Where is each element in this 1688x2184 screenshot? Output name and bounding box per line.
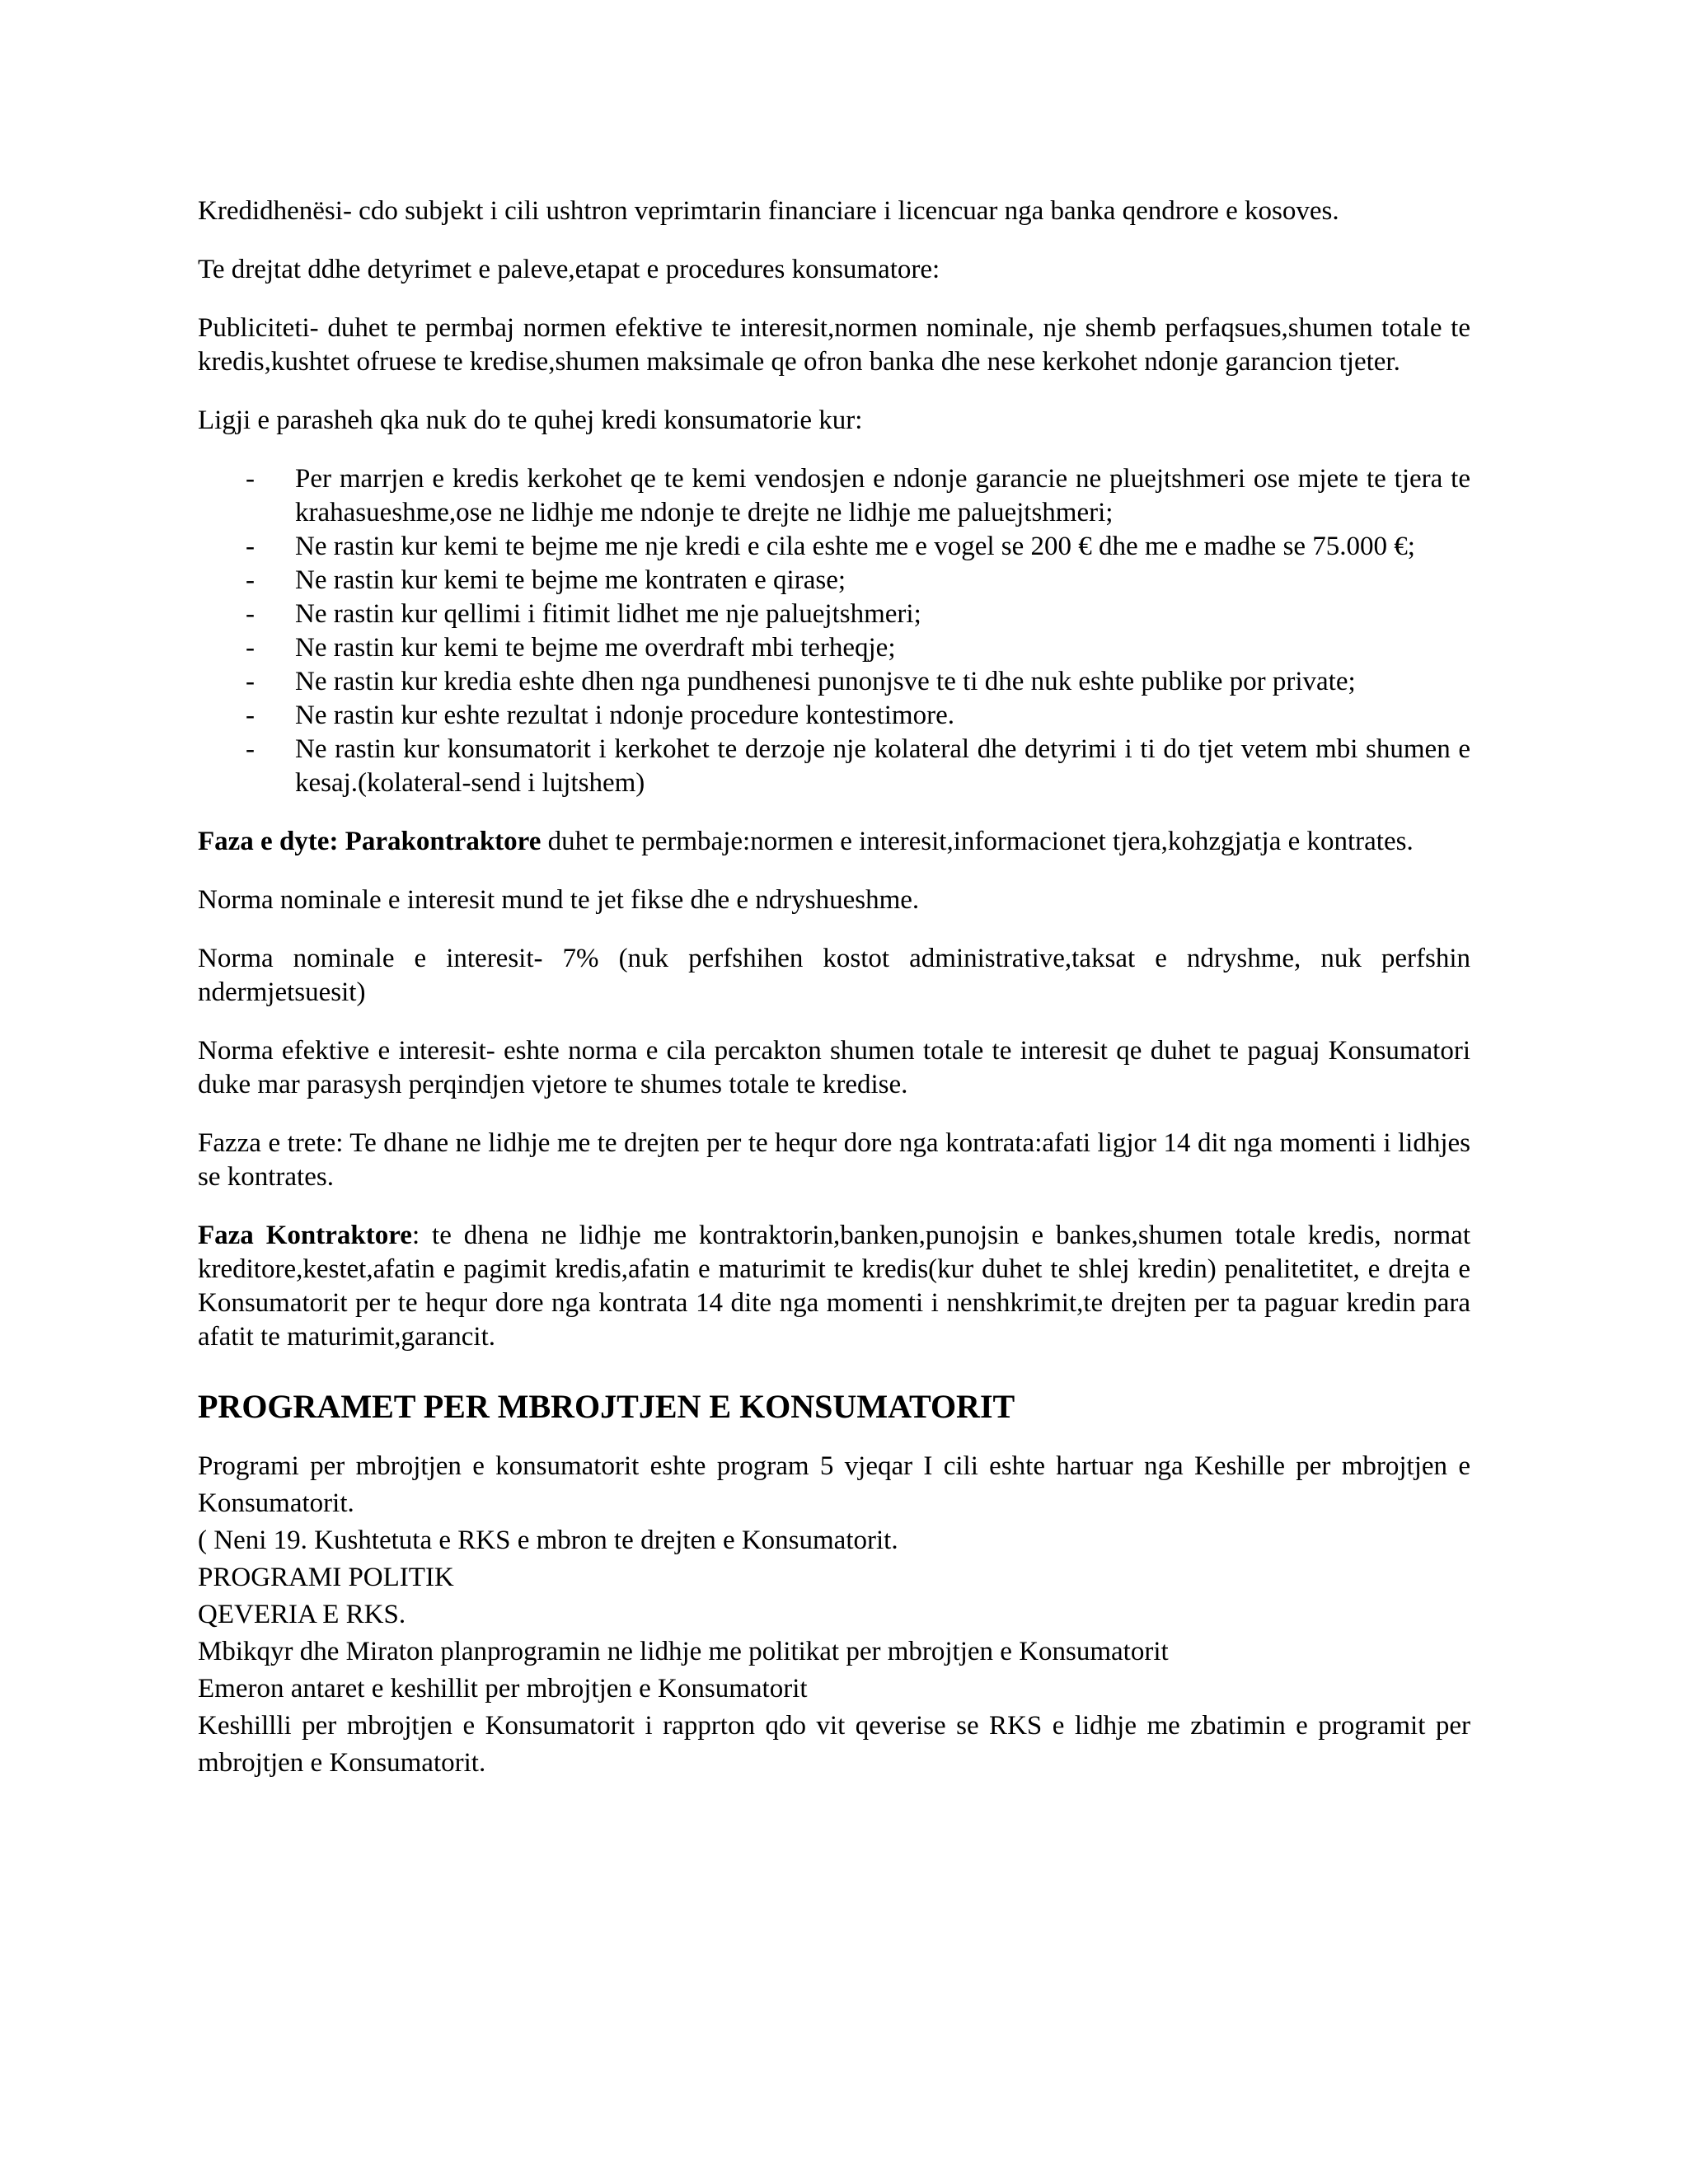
list-dash: - [246, 633, 255, 663]
list-item-text: Ne rastin kur kemi te bejme me kontraten e qirase; [295, 565, 846, 595]
list-item [198, 564, 1470, 598]
list-dash: - [246, 701, 255, 730]
list-item-text: Ne rastin kur kredia eshte dhen nga pundhenesi punonjsve te ti dhe nuk eshte publike por private; [295, 667, 1356, 696]
paragraph-fazza-trete: Fazza e trete: Te dhane ne lidhje me te drejten per te hequr dore nga kontrata:afati ligjor 14 dit nga momenti i lidhjes se kontrates. [198, 1128, 1470, 1192]
list-item [198, 699, 1470, 733]
program-line: Mbikqyr dhe Miraton planprogramin ne lidhje me politikat per mbrojtjen e Konsumatorit [198, 1637, 1169, 1666]
list-item-text: Ne rastin kur eshte rezultat i ndonje procedure kontestimore. [295, 701, 954, 730]
list-item-text: Ne rastin kur kemi te bejme me overdraft mbi terheqje; [295, 633, 896, 663]
list-item [198, 530, 1470, 564]
list-item [198, 598, 1470, 631]
list-dash: - [246, 565, 255, 595]
paragraph-publiciteti: Publiciteti- duhet te permbaj normen efektive te interesit,normen nominale, nje shemb perfaqsues,shumen totale te kredis,kushtet ofruese te kredise,shumen maksimale qe ofron banka dhe nese kerkohet ndonje garancion tjeter. [198, 313, 1470, 377]
list-dash: - [246, 734, 255, 764]
document-page [198, 194, 1470, 1782]
list-item [198, 631, 1470, 665]
paragraph-kredidhenesi: Kredidhenësi- cdo subjekt i cili ushtron veprimtarin financiare i licencuar nga banka qendrore e kosoves. [198, 196, 1339, 226]
paragraph-ligji: Ligji e parasheh qka nuk do te quhej kredi konsumatorie kur: [198, 405, 863, 435]
faza-kontraktore-text: : te dhena ne lidhje me kontraktorin,banken,punojsin e bankes,shumen totale kredis, normat kreditore,kestet,afatin e pagimit kredis,afatin e maturimit te kredis(kur duhet te shlej kredin) penalitetitet, e drejta e Konsumatorit per te hequr dore nga kontrata 14 dite nga momenti i nenshkrimit,te drejten per ta paguar kredin para afatit te maturimit,garancit. [198, 1221, 1470, 1352]
paragraph-norma-nominale-1: Norma nominale e interesit mund te jet fikse dhe e ndryshueshme. [198, 885, 920, 915]
paragraph-norma-efektive: Norma efektive e interesit- eshte norma e cila percakton shumen totale te interesit qe duhet te paguaj Konsumatori duke mar parasysh perqindjen vjetore te shumes totale te kredise. [198, 1036, 1470, 1099]
list-item [198, 462, 1470, 530]
section-heading: PROGRAMET PER MBROJTJEN E KONSUMATORIT [198, 1388, 1015, 1425]
list-item-text: Ne rastin kur qellimi i fitimit lidhet me nje paluejtshmeri; [295, 599, 921, 629]
list-item [198, 665, 1470, 699]
program-line: Programi per mbrojtjen e konsumatorit eshte program 5 vjeqar I cili eshte hartuar nga Keshille per mbrojtjen e Konsumatorit. [198, 1451, 1470, 1518]
paragraph-faza-dyte [198, 825, 1470, 859]
paragraph-norma-nominale-2: Norma nominale e interesit- 7% (nuk perfshihen kostot administrative,taksat e ndryshme, nuk perfshin ndermjetsuesit) [198, 944, 1470, 1007]
list-item-text: Ne rastin kur konsumatorit i kerkohet te derzoje nje kolateral dhe detyrimi i ti do tjet vetem mbi shumen e kesaj.(kolateral-send i lujtshem) [295, 734, 1470, 798]
exclusions-list [198, 462, 1470, 800]
program-line: Emeron antaret e keshillit per mbrojtjen e Konsumatorit [198, 1674, 808, 1704]
program-line: QEVERIA E RKS. [198, 1600, 406, 1629]
paragraph-faza-kontraktore [198, 1219, 1470, 1354]
list-dash: - [246, 464, 255, 494]
list-dash: - [246, 532, 255, 561]
faza-dyte-text: duhet te permbaje:normen e interesit,informacionet tjera,kohzgjatja e kontrates. [541, 827, 1414, 856]
program-line: PROGRAMI POLITIK [198, 1563, 454, 1592]
program-line: ( Neni 19. Kushtetuta e RKS e mbron te drejten e Konsumatorit. [198, 1526, 898, 1555]
paragraph-te-drejtat: Te drejtat ddhe detyrimet e paleve,etapat e procedures konsumatore: [198, 255, 940, 284]
list-dash: - [246, 667, 255, 696]
list-item-text: Ne rastin kur kemi te bejme me nje kredi e cila eshte me e vogel se 200 € dhe me e madhe se 75.000 €; [295, 532, 1415, 561]
list-item-text: Per marrjen e kredis kerkohet qe te kemi vendosjen e ndonje garancie ne pluejtshmeri ose mjete te tjera te krahasueshme,ose ne lidhje me ndonje te drejte ne lidhje me paluejtshmeri; [295, 464, 1470, 527]
faza-dyte-label: Faza e dyte: Parakontraktore [198, 827, 542, 856]
list-item [198, 733, 1470, 800]
list-dash: - [246, 599, 255, 629]
faza-kontraktore-label: Faza Kontraktore [198, 1221, 412, 1250]
program-line: Keshillli per mbrojtjen e Konsumatorit i rapprton qdo vit qeverise se RKS e lidhje me zbatimin e programit per mbrojtjen e Konsumatorit. [198, 1711, 1470, 1778]
program-section [198, 1448, 1470, 1782]
